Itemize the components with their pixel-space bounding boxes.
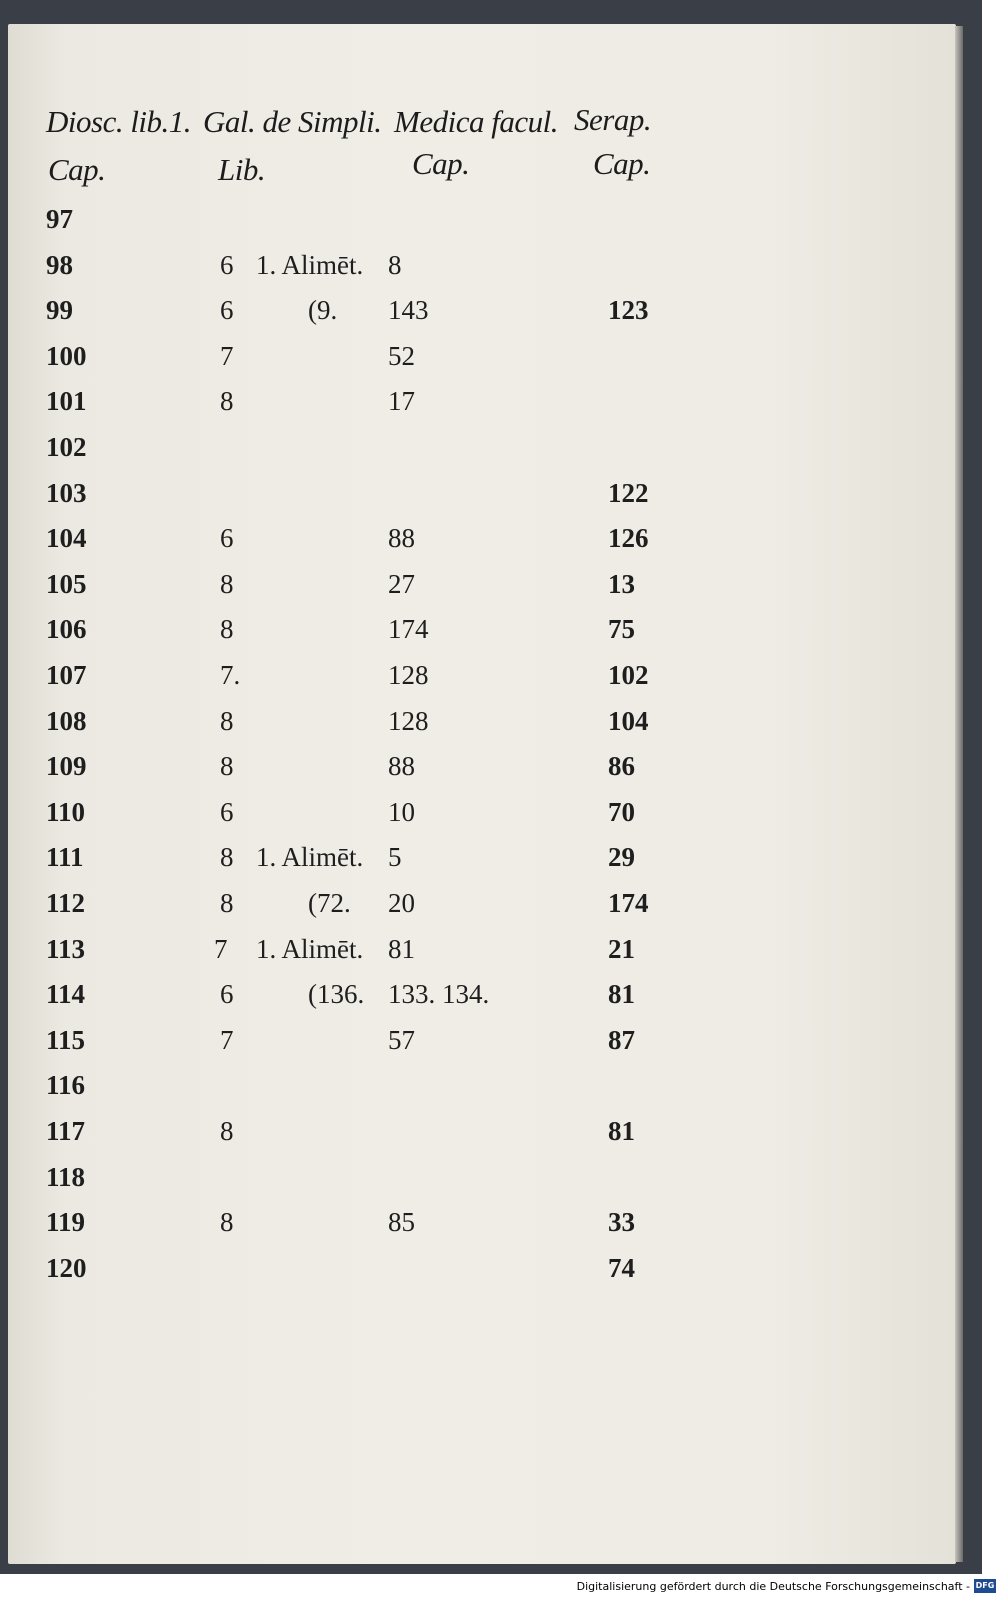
cell-lib: 8 [220, 1116, 234, 1146]
footer-credit: Digitalisierung gefördert durch die Deutsche Forschungsgemeinschaft - [576, 1580, 970, 1593]
cell-lib: 8 [220, 1207, 234, 1238]
cell-cap: 106 [46, 614, 87, 645]
cell-lib: 8 [220, 614, 234, 645]
cell-med: 27 [388, 568, 415, 599]
cell-cap: 115 [46, 1024, 86, 1055]
cell-med: 8 [388, 249, 402, 280]
cell-lib: 8 [220, 888, 234, 918]
cell-lib: 8 [220, 386, 234, 417]
cell-cap: 112 [46, 888, 86, 918]
cell-serap: 13 [608, 568, 635, 599]
cell-serap: 122 [608, 477, 649, 508]
cell-med: 88 [388, 751, 415, 782]
cell-lib: 7 [220, 340, 234, 371]
cell-lib: 7. [220, 660, 241, 690]
cell-serap: 86 [608, 751, 635, 782]
cell-cap: 110 [46, 796, 86, 827]
cell-cap: 113 [46, 933, 86, 964]
cell-serap: 33 [608, 1207, 635, 1238]
cell-lib: 8 [220, 568, 234, 599]
book-page [8, 24, 956, 1564]
cell-cap: 120 [46, 1252, 87, 1283]
cell-note: 1. Alimēt. [256, 249, 364, 280]
cell-cap: 98 [46, 249, 73, 280]
cell-note: 1. Alimēt. [256, 842, 364, 873]
cell-cap: 102 [46, 432, 87, 462]
subheader-cap-3: Cap. [412, 146, 470, 181]
cell-serap: 81 [608, 1116, 635, 1146]
cell-lib: 6 [220, 295, 234, 326]
cell-med: 133. 134. [388, 979, 490, 1010]
cell-lib: 8 [220, 751, 234, 782]
dfg-logo: DFG [974, 1579, 996, 1593]
cell-med: 85 [388, 1207, 415, 1238]
cell-serap: 174 [608, 888, 649, 918]
cell-serap: 123 [608, 295, 649, 326]
cell-cap: 97 [46, 204, 73, 234]
cell-med: 17 [388, 386, 415, 417]
cell-serap: 102 [608, 660, 649, 690]
cell-lib: 7 [214, 933, 228, 964]
cell-note: (136. [308, 979, 365, 1010]
cell-cap: 103 [46, 477, 87, 508]
cell-serap: 21 [608, 933, 635, 964]
cell-cap: 105 [46, 568, 87, 599]
cell-serap: 87 [608, 1024, 635, 1055]
cell-note: 1. Alimēt. [256, 933, 364, 964]
cell-med: 88 [388, 523, 415, 554]
cell-lib: 6 [220, 979, 234, 1010]
header-diosc: Diosc. lib.1. [46, 104, 192, 139]
cell-cap: 100 [46, 340, 87, 371]
cell-cap: 114 [46, 979, 86, 1010]
header-medica-facul: Medica facul. [394, 104, 558, 139]
cell-cap: 117 [46, 1116, 86, 1146]
header-gal-de-simpli: Gal. de Simpli. [203, 104, 382, 139]
cell-med: 128 [388, 660, 429, 690]
cell-serap: 75 [608, 614, 635, 645]
cell-cap: 99 [46, 295, 73, 326]
cell-med: 10 [388, 796, 415, 827]
cell-med: 52 [388, 340, 415, 371]
cell-lib: 7 [220, 1024, 234, 1055]
cell-med: 174 [388, 614, 429, 645]
cell-cap: 118 [46, 1161, 86, 1192]
cell-lib: 6 [220, 523, 234, 554]
subheader-lib: Lib. [218, 152, 266, 187]
cell-cap: 108 [46, 705, 87, 736]
cell-med: 81 [388, 933, 415, 964]
cell-cap: 111 [46, 842, 84, 873]
cell-lib: 8 [220, 705, 234, 736]
cell-med: 20 [388, 888, 415, 918]
cell-cap: 109 [46, 751, 87, 782]
cell-serap: 126 [608, 523, 649, 554]
cell-med: 57 [388, 1024, 415, 1055]
subheader-cap-1: Cap. [48, 152, 106, 187]
cell-cap: 107 [46, 660, 87, 690]
cell-cap: 104 [46, 523, 87, 554]
page-edge [955, 26, 963, 1562]
cell-note: (9. [308, 295, 338, 326]
cell-cap: 119 [46, 1207, 86, 1238]
header-serap: Serap. [574, 102, 652, 137]
cell-serap: 70 [608, 796, 635, 827]
subheader-cap-4: Cap. [593, 146, 651, 181]
cell-serap: 74 [608, 1252, 635, 1283]
cell-serap: 104 [608, 705, 649, 736]
cell-med: 5 [388, 842, 402, 873]
cell-serap: 29 [608, 842, 635, 873]
cell-med: 128 [388, 705, 429, 736]
cell-note: (72. [308, 888, 351, 918]
footer-bar [0, 1578, 1000, 1598]
cell-med: 143 [388, 295, 429, 326]
cell-serap: 81 [608, 979, 635, 1010]
cell-cap: 116 [46, 1070, 86, 1101]
cell-lib: 6 [220, 249, 234, 280]
cell-cap: 101 [46, 386, 87, 417]
cell-lib: 6 [220, 796, 234, 827]
cell-lib: 8 [220, 842, 234, 873]
